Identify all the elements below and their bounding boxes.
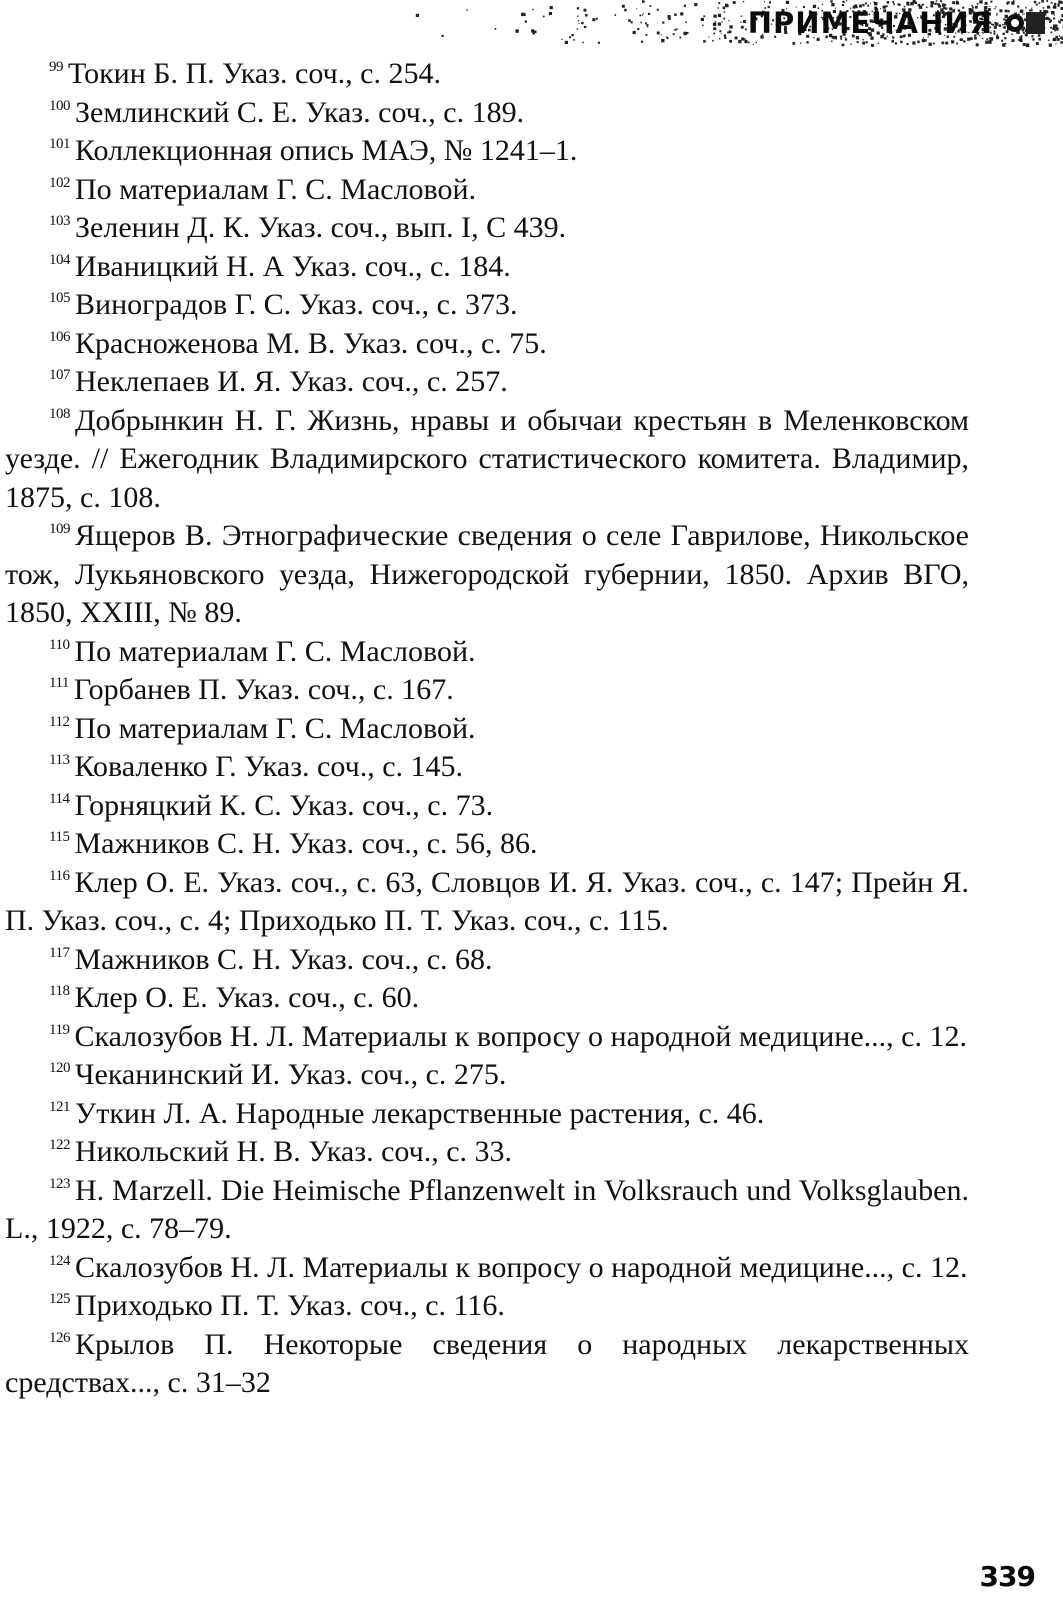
footnote-entry — [5, 787, 969, 826]
footnote-entry — [5, 748, 969, 787]
footnote-text: Клер О. Е. Указ. соч., с. 63, Словцов И. Я. Указ. соч., с. 147; Прейн Я. П. Указ. соч., с. 4; Приходько П. Т. Указ. соч., с. 115. — [5, 865, 969, 937]
footnote-number: 125 — [49, 1291, 70, 1307]
footnote-text: Чеканинский И. Указ. соч., с. 275. — [75, 1058, 507, 1091]
footnote-entry — [5, 286, 969, 325]
footnote-text: H. Marzell. Die Heimische Pflanzenwelt in Volksrauch und Volksglauben. L., 1922, c. 78–79. — [5, 1173, 969, 1245]
footnotes-list — [5, 55, 969, 1403]
footnote-number: 119 — [49, 1021, 70, 1038]
footnote-text: Уткин Л. А. Народные лекарственные растения, с. 46. — [75, 1096, 765, 1130]
footnote-text: Землинский С. Е. Указ. соч., с. 189. — [75, 95, 525, 129]
footnote-entry — [5, 1287, 969, 1326]
running-header-title: ПРИМЕЧАНИЯ — [747, 6, 993, 40]
footnote-text: По материалам Г. С. Масловой. — [74, 711, 476, 745]
footnote-entry — [5, 1056, 969, 1095]
running-header — [330, 0, 1063, 52]
footnote-entry — [5, 979, 969, 1018]
footnote-entry — [5, 1018, 969, 1057]
footnote-text: Приходько П. Т. Указ. соч., с. 116. — [75, 1289, 505, 1322]
footnote-entry — [5, 402, 969, 518]
footnote-text: Скалозубов Н. Л. Материалы к вопросу о народной медицине..., с. 12. — [75, 1250, 968, 1284]
footnote-text: Скалозубов Н. Л. Материалы к вопросу о народной медицине..., с. 12. — [74, 1019, 967, 1053]
footnote-text: По материалам Г. С. Масловой. — [75, 172, 477, 206]
footnote-text: Неклепаев И. Я. Указ. соч., с. 257. — [75, 365, 508, 398]
footnote-number: 123 — [49, 1175, 70, 1192]
footnote-text: Виноградов Г. С. Указ. соч., с. 373. — [75, 288, 518, 321]
footnote-number: 99 — [49, 59, 63, 75]
footnote-text: Токин Б. П. Указ. соч., с. 254. — [68, 57, 441, 90]
footnote-number: 121 — [49, 1098, 70, 1115]
footnote-number: 116 — [49, 867, 70, 884]
footnote-text: Ящеров В. Этнографические сведения о селе Гаврилове, Никольское тож, Лукьяновского уезда, Нижегородской губернии, 1850. Архив ВГО, 1850, XXIII, № 89. — [5, 519, 969, 629]
footnote-entry — [5, 1133, 969, 1172]
footnote-entry — [5, 1095, 969, 1134]
footnote-text: Никольский Н. В. Указ. соч., с. 33. — [75, 1135, 513, 1168]
footnote-entry — [5, 248, 969, 287]
footnote-entry — [5, 1172, 969, 1249]
footnote-entry — [5, 209, 969, 248]
footnote-number: 113 — [49, 752, 70, 768]
footnote-entry — [5, 1326, 969, 1403]
footnote-number: 118 — [49, 983, 70, 999]
footnote-number: 117 — [49, 944, 70, 961]
footnote-text: Коваленко Г. Указ. соч., с. 145. — [74, 750, 464, 783]
footnote-number: 107 — [49, 367, 70, 383]
footnote-number: 105 — [49, 290, 70, 306]
footnote-entry — [5, 864, 969, 941]
footnote-text: Зеленин Д. К. Указ. соч., вып. I, С 439. — [75, 211, 567, 244]
footnote-number: 122 — [49, 1137, 70, 1153]
footnote-text: Крылов П. Некоторые сведения о народных лекарственных средствах..., с. 31–32 — [5, 1327, 969, 1399]
footnote-number: 103 — [49, 213, 70, 229]
page-number: 339 — [979, 1560, 1035, 1593]
footnote-entry — [5, 710, 969, 749]
footnote-number: 126 — [49, 1329, 70, 1346]
footnote-entry — [5, 825, 969, 864]
footnote-number: 106 — [49, 328, 70, 345]
footnote-entry — [5, 363, 969, 402]
footnote-entry — [5, 325, 969, 364]
footnote-entry — [5, 671, 969, 710]
footnote-entry — [5, 941, 969, 980]
footnote-text: Горняцкий К. С. Указ. соч., с. 73. — [74, 788, 494, 822]
footnote-number: 124 — [49, 1252, 70, 1269]
footnote-number: 102 — [49, 174, 70, 191]
footnote-entry — [5, 55, 969, 94]
footnote-text: По материалам Г. С. Масловой. — [74, 634, 476, 668]
footnote-text: Мажников С. Н. Указ. соч., с. 68. — [74, 942, 493, 976]
footnote-number: 104 — [49, 251, 70, 268]
footnote-text: Иваницкий Н. А Указ. соч., с. 184. — [75, 249, 511, 283]
footnote-entry — [5, 517, 969, 633]
footnote-text: Мажников С. Н. Указ. соч., с. 56, 86. — [74, 827, 538, 860]
footnote-entry — [5, 171, 969, 210]
footnote-entry — [5, 1249, 969, 1288]
footnote-entry — [5, 633, 969, 672]
footnote-number: 120 — [49, 1060, 70, 1076]
footnote-number: 115 — [49, 829, 70, 845]
footnote-number: 100 — [49, 97, 70, 114]
footnote-text: Красноженова М. В. Указ. соч., с. 75. — [75, 326, 547, 360]
footnote-number: 114 — [49, 790, 70, 807]
footnote-number: 110 — [49, 636, 70, 653]
footnote-text: Клер О. Е. Указ. соч., с. 60. — [74, 981, 420, 1014]
footnote-number: 108 — [49, 405, 70, 422]
footnote-entry — [5, 132, 969, 171]
footnote-number: 101 — [49, 136, 70, 152]
footnote-number: 109 — [49, 521, 70, 537]
footnote-text: Коллекционная опись МАЭ, № 1241–1. — [75, 134, 578, 167]
footnote-entry — [5, 94, 969, 133]
header-bullet-icon — [1001, 6, 1045, 40]
footnote-text: Горбанев П. Указ. соч., с. 167. — [73, 673, 454, 706]
footnote-number: 111 — [49, 675, 69, 691]
footnote-text: Добрынкин Н. Г. Жизнь, нравы и обычаи крестьян в Меленковском уезде. // Ежегодник Владимирского статистического комитета. Владимир, 1875, с. 108. — [5, 403, 969, 514]
footnote-number: 112 — [49, 713, 70, 730]
